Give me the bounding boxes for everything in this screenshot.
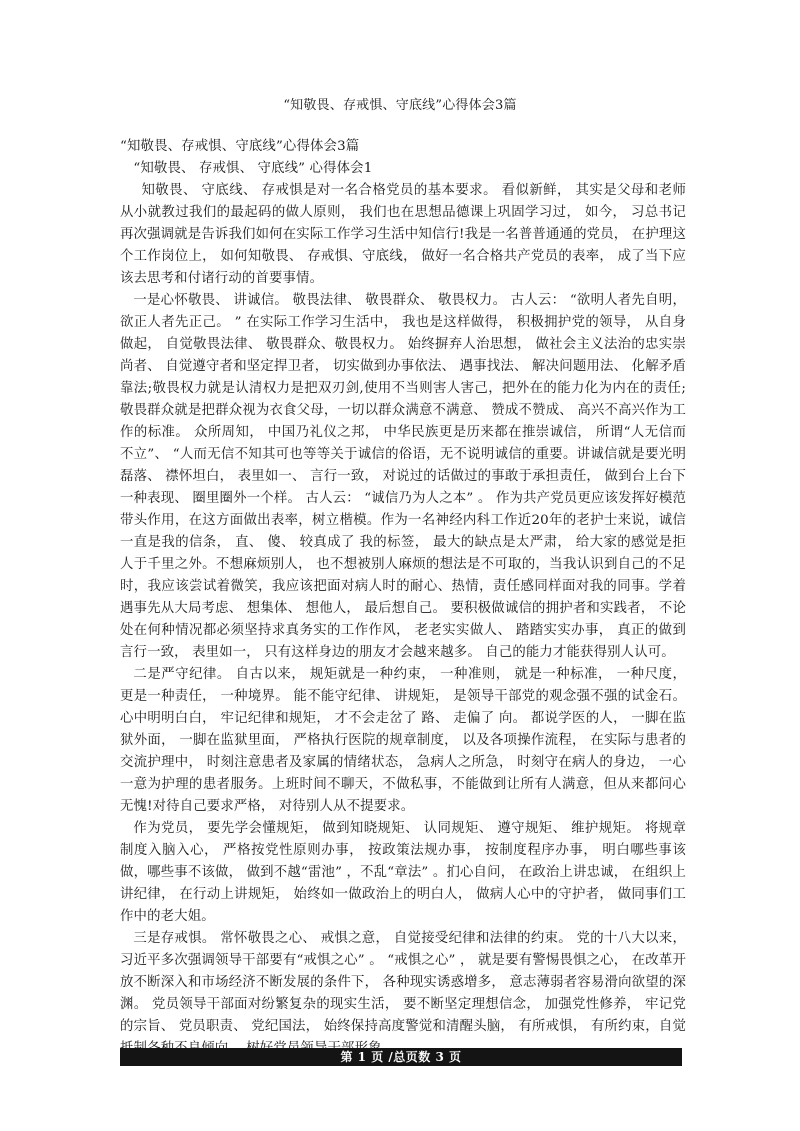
paragraph-section-three: 三是存戒惧。 常怀敬畏之心、 戒惧之意， 自觉接受纪律和法律的约束。 党的十八大以来，习近平多次强调领导干部要有“戒惧之心” 。 “戒惧之心” ， 就是要有警惕畏惧之心， 在改革开放不断深入和市场经济不断发展的条件下， 各种现实诱惑增多， 意志薄弱者容易滑向欲望的深渊。 党员领导干部面对纷繁复杂的现实生活， 要不断坚定理想信念， 加强党性修养， 牢记党的宗旨、 党员职责、 党纪国法， 始终保持高度警觉和清醒头脑， 有所戒惧， 有所约束，自觉 <box>120 931 686 1034</box>
section-subtitle: “知敬畏、 存戒惧、 守底线” 心得体会1 <box>133 161 373 176</box>
page-footer: 第 1 页 /总页数 3 页 <box>120 1048 682 1066</box>
paragraph-intro: 知敬畏、 守底线、 存戒惧是对一名合格党员的基本要求。 看似新鲜， 其实是父母和老师从小就教过我们的最起码的做人原则， 我们也在思想品德课上巩固学习过， 如今， 习总书记再次强调就是告诉我们如何在实际工作学习生活中知信行!我是一名普普通通的党员， 在护理这个工作岗位上， 如何知敬畏、 存戒惧、守底线， 做好一名合格共产党员的表率， 成了当下应该去思考和付诸行动的首要事情。 <box>120 183 686 286</box>
paragraph-section-two: 二是严守纪律。 自古以来， 规矩就是一种约束， 一种准则， 就是一种标准， 一种尺度， 更是一种责任， 一种境界。 能不能守纪律、 讲规矩， 是领导干部党的观念强不强的试金石。 心中明明白白， 牢记纪律和规矩， 才不会走岔了 路、 走偏了 向。 都说学医的人， 一脚在监狱外面， 一脚在监狱里面， 严格执行医院的规章制度， 以及各项操作流程， 在实际与患者的交流护理中， 时刻注意患者及家属的情绪状态， 急病人之所急， 时刻守在病人的身边， 一心一意为护理的患者服务。上班时间不聊天，不做私事，不能做到让所有人满意，但从来都问心无愧!对待自己要求严格， 对待别人从不提要求。 <box>120 667 686 814</box>
paragraph-section-one: 一是心怀敬畏、 讲诚信。 敬畏法律、 敬畏群众、 敬畏权力。 古人云： “欲明人者先自明，欲正人者先正己。 ” 在实际工作学习生活中， 我也是这样做得， 积极拥护党的领导， 从自身做起， 自觉敬畏法律、 敬畏群众、敬畏权力。 始终摒弃人治思想， 做社会主义法治的忠实崇尚者、 自觉遵守者和坚定捍卫者， 切实做到办事依法、 遇事找法、 解决问题用法、 化解矛盾靠法;敬畏权力就是认清权力是把双刃剑,使用不当则害人害己，把外在的能力化为内在的责任;敬畏群众就是把群众视为衣食父母，一切以群众满意不满意、 赞成不赞成、 高兴不高兴作为工作的标准。 众所周知， 中国乃礼仪之邦， 中华民族更是历来都在推崇诚信， 所谓“人无信而不立”、 “人而无信不知其可也等等关于诚信的俗语，无不说明诚信的重要。讲诚信就是要光明磊落、 襟怀坦白， 表里如一、 言行一致， 对说过的话做过的事敢于承担责任， 做到台上台下一种表现、 圈里圈外一个样。 古人云： “诚信乃为人之本” 。 作为共产党员更应该发挥好模范带头作用，在这方面做出表率，树立楷模。作为一名神经内科工作近20年的老护士来说，诚信一直是我的信条， 直、 傻、 较真成了 我的标签， 最大的缺点是太严肃， 给大家的感觉是拒人于千里之外。不想麻烦别人， 也不想被别人麻烦的想法是不可取的，当我认识到自己的不足时，我应该尝试着微笑，我应该把面对病人时的耐心、热情，责任感同样面对我的同事。学着遇事先从大局考虑、 想集体、 想他人， 最后想自己。 要积极做诚信的拥护者和实践者， 不论处在何种情况都必须坚持求真务实的工作作风， 老老实实做人、 踏踏实实办事， 真正的做到言行一致， 表里如一， 只有这样身边的朋友才会越来越多。 自己的能力才能获得别人认可。 <box>120 293 686 660</box>
page-header-title: “知敬畏、存戒惧、守底线”心得体会3篇 <box>283 98 517 113</box>
document-body <box>120 136 686 1060</box>
paragraph-party-member: 作为党员， 要先学会懂规矩， 做到知晓规矩、 认同规矩、 遵守规矩、 维护规矩。 将规章制度入脑入心， 严格按党性原则办事， 按政策法规办事， 按制度程序办事， 明白哪些事该做，哪些事不该做， 做到不越“雷池” ，不乱“章法” 。扪心自问， 在政治上讲忠诚， 在组织上讲纪律， 在行动上讲规矩， 始终如一做政治上的明白人， 做病人心中的守护者， 做同事们工作中的老大姐。 <box>120 821 686 924</box>
document-title: “知敬畏、存戒惧、守底线”心得体会3篇 <box>120 139 360 154</box>
